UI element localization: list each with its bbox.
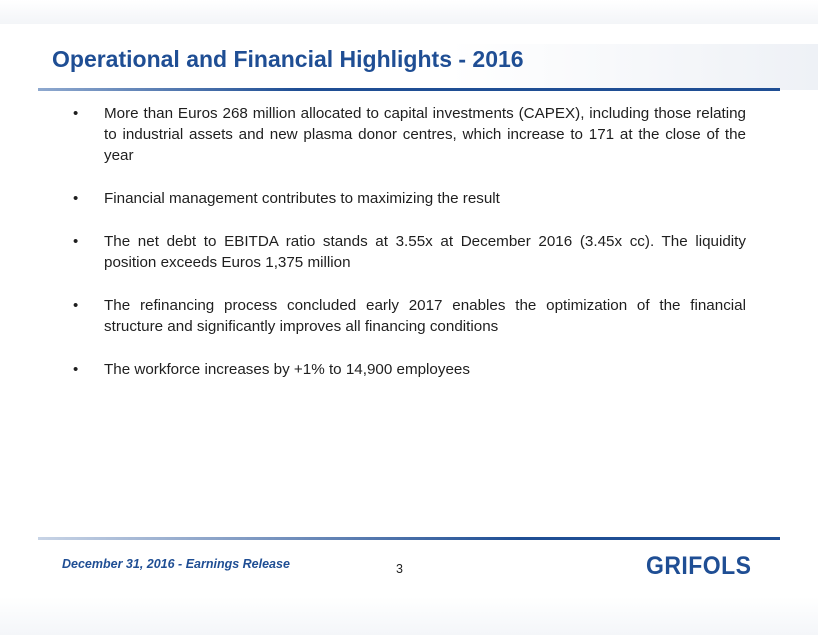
list-item — [70, 295, 746, 337]
page-number: 3 — [396, 562, 403, 576]
list-item — [70, 188, 746, 209]
list-item — [70, 103, 746, 166]
bullet-icon: • — [73, 233, 79, 250]
bullet-text: Financial management contributes to maximizing the result — [104, 190, 500, 207]
bullet-icon: • — [73, 361, 79, 378]
bullet-text: More than Euros 268 million allocated to capital investments (CAPEX), including those relating to industrial assets and new plasma donor centres, which increase to 171 at the close of the year — [104, 105, 746, 164]
bullet-text: The refinancing process concluded early 2017 enables the optimization of the financial structure and significantly improves all financing conditions — [104, 297, 746, 335]
bullet-icon: • — [73, 297, 79, 314]
footer-date-label: December 31, 2016 - Earnings Release — [62, 557, 290, 571]
top-background-band — [0, 0, 818, 24]
bullet-icon: • — [73, 105, 79, 122]
grifols-logo: GRIFOLS — [646, 552, 752, 580]
list-item — [70, 231, 746, 273]
bullet-text: The net debt to EBITDA ratio stands at 3.55x at December 2016 (3.45x cc). The liquidity position exceeds Euros 1,375 million — [104, 233, 746, 271]
highlights-list — [70, 103, 746, 402]
bullet-icon: • — [73, 190, 79, 207]
bullet-text: The workforce increases by +1% to 14,900 employees — [104, 361, 470, 378]
list-item — [70, 359, 746, 380]
title-divider — [38, 88, 780, 91]
footer-divider — [38, 537, 780, 540]
slide-title: Operational and Financial Highlights - 2016 — [52, 46, 524, 72]
